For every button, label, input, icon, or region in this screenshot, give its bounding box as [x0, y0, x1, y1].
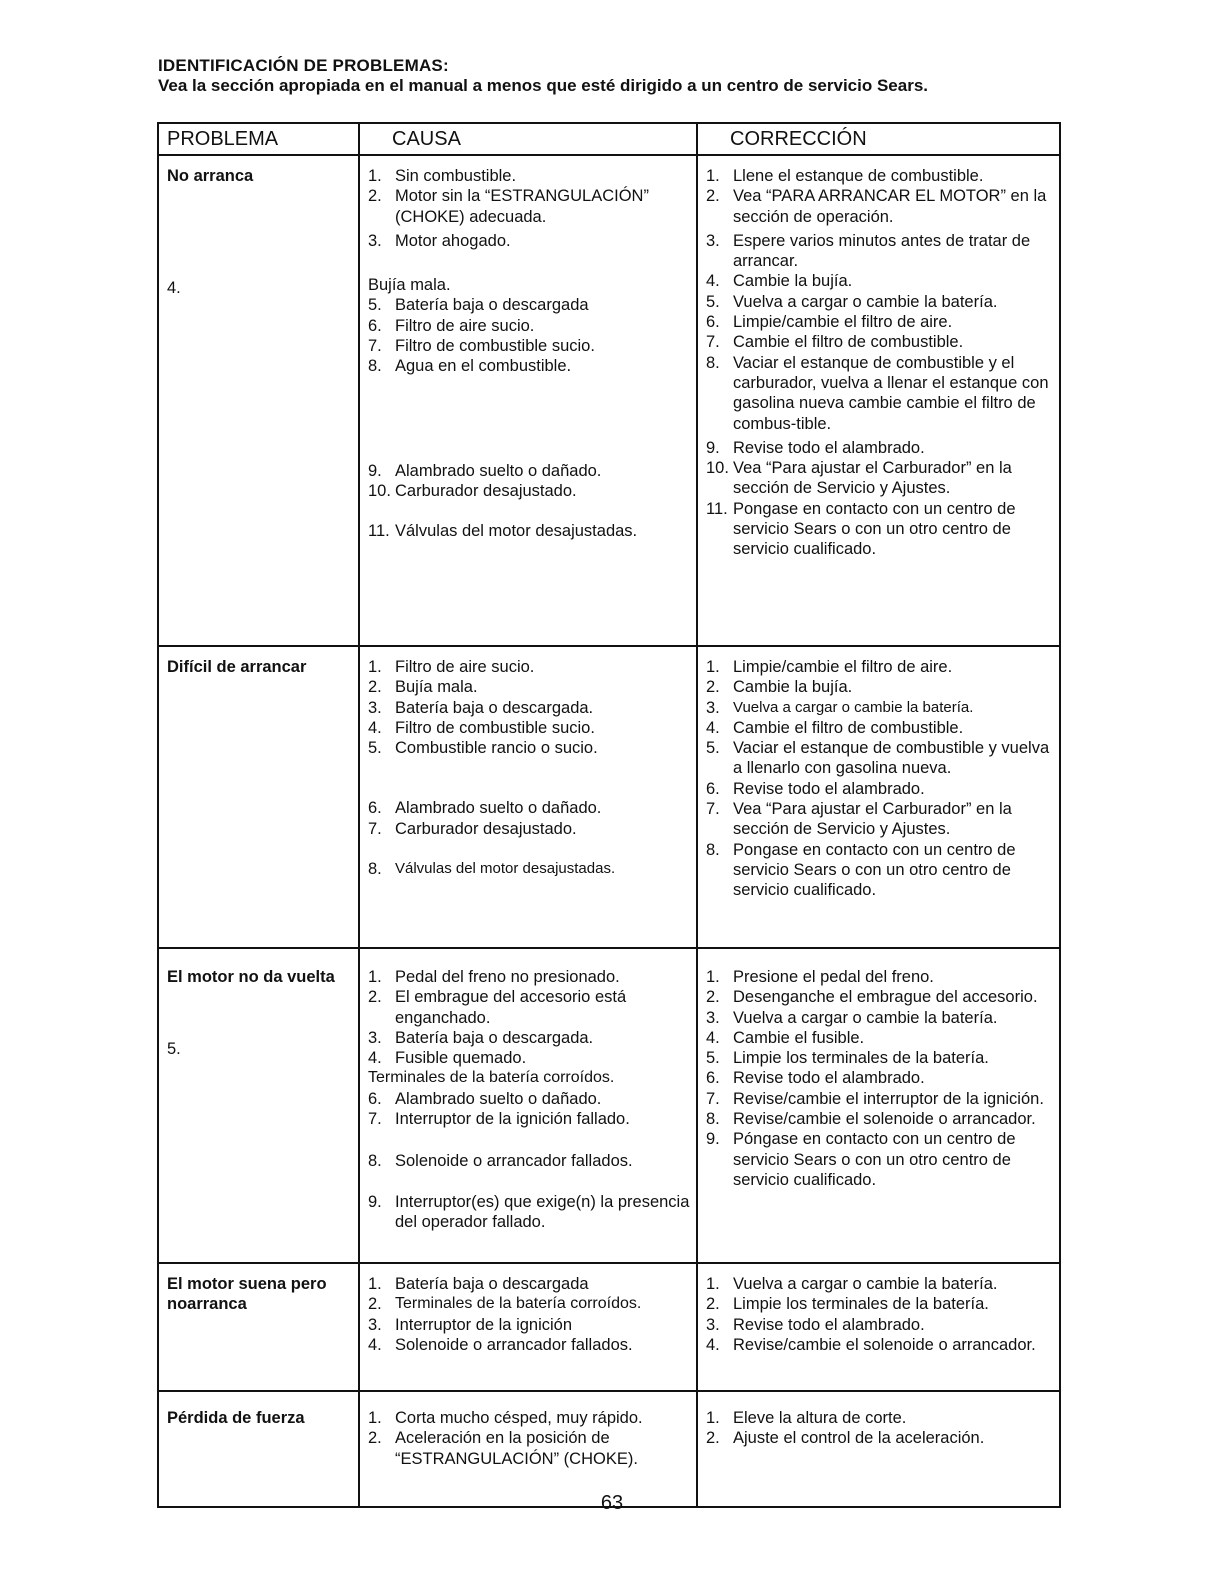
table-row: [158, 948, 1060, 1263]
list-item: 8. Vaciar el estanque de combustible y el carburador, vuelva a llenar el estanque con gasolina nueva cambie cambie el filtro de combus-tible.: [706, 353, 1049, 433]
list-item: 2. Bujía mala.: [368, 678, 478, 697]
table-header-row: [158, 123, 1060, 155]
problem-number: 4.: [167, 279, 181, 298]
table-row: [158, 1263, 1060, 1391]
list-item: 6. Filtro de aire sucio.: [368, 316, 535, 335]
list-item: 10. Vea “Para ajustar el Carburador” en la sección de Servicio y Ajustes.: [706, 459, 1012, 498]
list-item: 5. Limpie los terminales de la batería.: [706, 1049, 989, 1068]
problem-cell: [158, 646, 359, 948]
list-item: Bujía mala.: [368, 276, 451, 295]
list-item: 2. Aceleración en la posición de “ESTRANGULACIÓN” (CHOKE).: [368, 1429, 638, 1468]
list-item: 11. Pongase en contacto con un centro de servicio Sears o con un otro centro de servicio cualificado.: [706, 499, 1016, 559]
list-item: 3. Vuelva a cargar o cambie la batería.: [706, 1008, 998, 1027]
problem-cell: [158, 155, 359, 646]
list-item: 6. Alambrado suelto o dañado.: [368, 799, 602, 818]
correction-cell: [697, 948, 1060, 1263]
problem-label: El motor suena pero noarranca: [167, 1275, 327, 1314]
list-item: 7. Vea “Para ajustar el Carburador” en la sección de Servicio y Ajustes.: [706, 800, 1012, 839]
list-item: 4. Fusible quemado.: [368, 1049, 527, 1068]
problem-label: Difícil de arrancar: [167, 658, 307, 676]
list-item: 2. Ajuste el control de la aceleración.: [706, 1429, 985, 1448]
list-item: 1. Eleve la altura de corte.: [706, 1409, 907, 1427]
list-item: 4. Cambie el fusible.: [706, 1028, 865, 1047]
list-item: 2. Desenganche el embrague del accesorio.: [706, 988, 1038, 1007]
list-item: 1. Llene el estanque de combustible.: [706, 167, 984, 185]
column-header-correccion: CORRECCIÓN: [697, 123, 1060, 155]
list-item: 4. Revise/cambie el solenoide o arrancador.: [706, 1335, 1036, 1354]
problem-label: El motor no da vuelta: [167, 968, 335, 986]
list-item: 5. Vuelva a cargar o cambie la batería.: [706, 292, 998, 311]
problem-cell: [158, 948, 359, 1263]
page-title: IDENTIFICACIÓN DE PROBLEMAS:: [158, 56, 449, 75]
list-item: 3. Batería baja o descargada.: [368, 698, 594, 717]
cause-cell: [359, 1391, 697, 1507]
list-item: 4. Solenoide o arrancador fallados.: [368, 1335, 633, 1354]
list-item: 2. Terminales de la batería corroídos.: [368, 1295, 642, 1314]
list-item: 2. Cambie la bujía.: [706, 678, 853, 697]
problem-cell: [158, 1263, 359, 1391]
list-item: 1. Filtro de aire sucio.: [368, 658, 535, 676]
list-item: 11. Válvulas del motor desajustadas.: [368, 522, 638, 541]
troubleshooting-table: [157, 122, 1061, 1508]
list-item: 1. Limpie/cambie el filtro de aire.: [706, 658, 953, 676]
list-item: 3. Batería baja o descargada.: [368, 1028, 594, 1047]
list-item: 4. Cambie el filtro de combustible.: [706, 718, 964, 737]
list-item: 2. Motor sin la “ESTRANGULACIÓN” (CHOKE) adecuada.: [368, 187, 649, 226]
list-item: 3. Vuelva a cargar o cambie la batería.: [706, 698, 974, 717]
column-header-causa: CAUSA: [359, 123, 697, 155]
list-item: 2. Vea “PARA ARRANCAR EL MOTOR” en la sección de operación.: [706, 187, 1047, 226]
list-item: 1. Batería baja o descargada: [368, 1275, 589, 1293]
list-item: 1. Sin combustible.: [368, 167, 517, 185]
list-item: 7. Interruptor de la ignición fallado.: [368, 1110, 630, 1129]
list-item: 9. Revise todo el alambrado.: [706, 438, 925, 457]
page-header: [158, 56, 1058, 96]
list-item: 7. Revise/cambie el interruptor de la ignición.: [706, 1089, 1044, 1108]
list-item: 6. Revise todo el alambrado.: [706, 1069, 925, 1088]
page-subtitle: Vea la sección apropiada en el manual a menos que esté dirigido a un centro de servicio Sears.: [158, 76, 929, 95]
page-number: 63: [600, 1492, 624, 1514]
list-item: 3. Espere varios minutos antes de tratar de arrancar.: [706, 231, 1031, 271]
list-item: 6. Limpie/cambie el filtro de aire.: [706, 313, 953, 332]
list-item: 4. Filtro de combustible sucio.: [368, 718, 595, 737]
list-item: 4. Cambie la bujía.: [706, 272, 853, 291]
list-item: 8. Pongase en contacto con un centro de servicio Sears o con un otro centro de servicio cualificado.: [706, 840, 1016, 900]
list-item: 1. Vuelva a cargar o cambie la batería.: [706, 1275, 998, 1293]
list-item: 9. Interruptor(es) que exige(n) la presencia del operador fallado.: [368, 1192, 690, 1231]
cause-cell: [359, 948, 697, 1263]
list-item: 3. Revise todo el alambrado.: [706, 1315, 925, 1334]
list-item: 9. Alambrado suelto o dañado.: [368, 461, 602, 480]
list-item: 10. Carburador desajustado.: [368, 481, 577, 500]
list-item: 3. Interruptor de la ignición: [368, 1315, 573, 1334]
list-item: 9. Póngase en contacto con un centro de servicio Sears o con un otro centro de servicio cualificado.: [706, 1130, 1016, 1189]
problem-cell: [158, 1391, 359, 1507]
table-row: [158, 646, 1060, 948]
list-item: 8. Válvulas del motor desajustadas.: [368, 860, 616, 879]
table-row: [158, 1391, 1060, 1507]
list-item: Terminales de la batería corroídos.: [368, 1069, 615, 1087]
list-item: 1. Corta mucho césped, muy rápido.: [368, 1409, 643, 1427]
list-item: 2. Limpie los terminales de la batería.: [706, 1295, 989, 1314]
list-item: 8. Solenoide o arrancador fallados.: [368, 1152, 633, 1171]
problem-label: Pérdida de fuerza: [167, 1409, 305, 1427]
cause-cell: [359, 646, 697, 948]
list-item: 1. Presione el pedal del freno.: [706, 968, 934, 986]
table-row: [158, 155, 1060, 646]
problem-label: No arranca: [167, 167, 254, 185]
column-header-problema: PROBLEMA: [158, 123, 359, 155]
cause-cell: [359, 155, 697, 646]
correction-cell: [697, 1391, 1060, 1507]
list-item: 7. Cambie el filtro de combustible.: [706, 333, 964, 352]
problem-number: 5.: [167, 1040, 181, 1059]
list-item: 6. Alambrado suelto o dañado.: [368, 1089, 602, 1108]
list-item: 7. Filtro de combustible sucio.: [368, 337, 595, 356]
list-item: 1. Pedal del freno no presionado.: [368, 968, 620, 986]
list-item: 6. Revise todo el alambrado.: [706, 779, 925, 798]
correction-cell: [697, 155, 1060, 646]
cause-cell: [359, 1263, 697, 1391]
list-item: 8. Revise/cambie el solenoide o arrancador.: [706, 1110, 1036, 1129]
correction-cell: [697, 1263, 1060, 1391]
correction-cell: [697, 646, 1060, 948]
list-item: 3. Motor ahogado.: [368, 231, 511, 250]
list-item: 7. Carburador desajustado.: [368, 819, 577, 838]
list-item: 2. El embrague del accesorio está enganchado.: [368, 988, 627, 1027]
list-item: 8. Agua en el combustible.: [368, 357, 572, 376]
list-item: 5. Vaciar el estanque de combustible y vuelva a llenarlo con gasolina nueva.: [706, 739, 1050, 778]
list-item: 5. Combustible rancio o sucio.: [368, 739, 598, 758]
list-item: 5. Batería baja o descargada: [368, 296, 589, 315]
